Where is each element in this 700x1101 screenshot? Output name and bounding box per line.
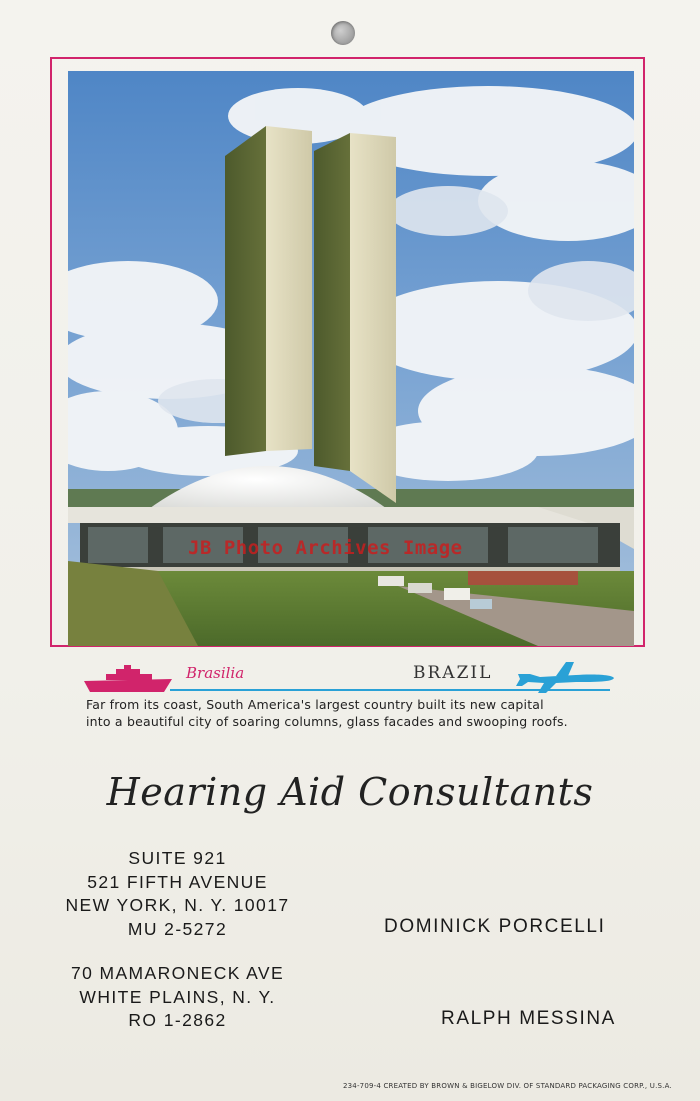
photo-illustration (68, 71, 634, 646)
printer-credit: 234-709-4 CREATED BY BROWN & BIGELOW DIV. OF STANDARD PACKAGING CORP., U.S.A. (343, 1082, 672, 1090)
ship-icon (84, 665, 172, 693)
address-line: NEW YORK, N. Y. 10017 (65, 895, 290, 915)
photo-watermark: JB Photo Archives Image (188, 537, 463, 559)
caption-line: into a beautiful city of soaring columns, glass facades and swooping roofs. (86, 714, 568, 729)
office-address-white-plains (40, 962, 315, 1033)
consultant-name: RALPH MESSINA (441, 1008, 616, 1029)
address-line: WHITE PLAINS, N. Y. (79, 986, 276, 1007)
address-line: 70 MAMARONECK AVE (70, 963, 285, 983)
phone-number: MU 2-5272 (127, 918, 228, 939)
business-title: Hearing Aid Consultants (106, 770, 594, 814)
consultant-name: DOMINICK PORCELLI (384, 916, 606, 937)
address-line: 521 FIFTH AVENUE (87, 871, 268, 892)
brasilia-congress-photo (68, 71, 634, 646)
phone-number: RO 1-2862 (128, 1010, 227, 1030)
address-line: SUITE 921 (128, 848, 227, 868)
punch-hole (331, 21, 355, 45)
location-label: Brasilia (186, 664, 245, 682)
office-address-new-york (40, 847, 315, 941)
caption-line: Far from its coast, South America's largest country built its new capital (86, 697, 544, 712)
country-label: BRAZIL (413, 663, 493, 683)
photo-caption (86, 696, 626, 730)
banner-divider (170, 689, 610, 691)
